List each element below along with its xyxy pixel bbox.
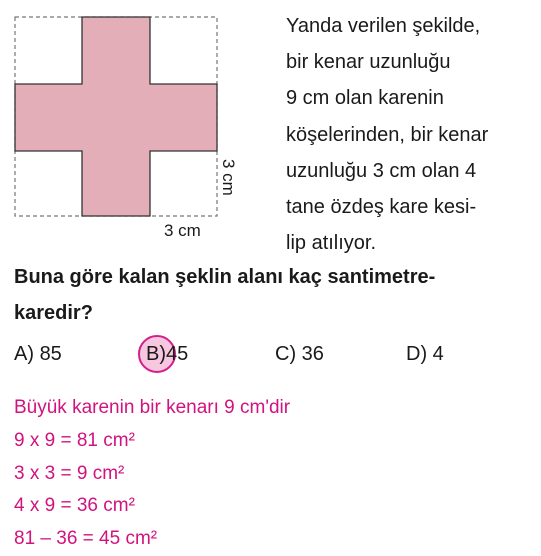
- option-value: 4: [432, 343, 444, 365]
- description-line: bir kenar uzunluğu: [286, 51, 451, 74]
- option-a[interactable]: [14, 340, 62, 368]
- question-text: [14, 259, 536, 331]
- bottom-length-label: 3 cm: [164, 221, 201, 240]
- solution-line: Büyük karenin bir kenarı 9 cm'dir: [14, 397, 291, 418]
- option-letter: B: [146, 343, 160, 365]
- question-line: Buna göre kalan şeklin alanı kaç santimetre-: [14, 266, 436, 288]
- option-c[interactable]: [275, 340, 324, 368]
- option-letter: C): [275, 343, 297, 365]
- solution-line: 9 x 9 = 81 cm²: [14, 429, 135, 451]
- option-d[interactable]: [406, 340, 444, 368]
- option-letter: A): [14, 343, 34, 365]
- description-line: 9 cm olan karenin: [286, 87, 444, 110]
- cross-shape: [15, 17, 217, 216]
- description-line: uzunluğu 3 cm olan 4: [286, 159, 477, 182]
- option-value: 85: [39, 343, 62, 365]
- question-line: karedir?: [14, 302, 93, 324]
- description-line: köşelerinden, bir kenar: [286, 123, 489, 146]
- selected-circle-marker: [146, 340, 159, 368]
- side-length-label: 3 cm: [219, 159, 238, 196]
- option-b-selected[interactable]: [146, 340, 188, 368]
- option-value: 36: [301, 343, 324, 365]
- option-letter: D): [406, 343, 428, 365]
- solution-line: 81 – 36 = 45 cm²: [14, 528, 158, 550]
- solution-line: 3 x 3 = 9 cm²: [14, 462, 125, 484]
- option-value: 45: [166, 343, 189, 365]
- solution-line: 4 x 9 = 36 cm²: [14, 495, 135, 517]
- description-line: lip atılıyor.: [286, 232, 377, 255]
- solution-steps: [14, 392, 290, 556]
- description-line: tane özdeş kare kesi-: [286, 196, 477, 219]
- description-line: Yanda verilen şekilde,: [286, 15, 481, 37]
- cross-figure: [0, 0, 260, 250]
- problem-description: [286, 8, 536, 261]
- option-paren: ): [159, 343, 167, 365]
